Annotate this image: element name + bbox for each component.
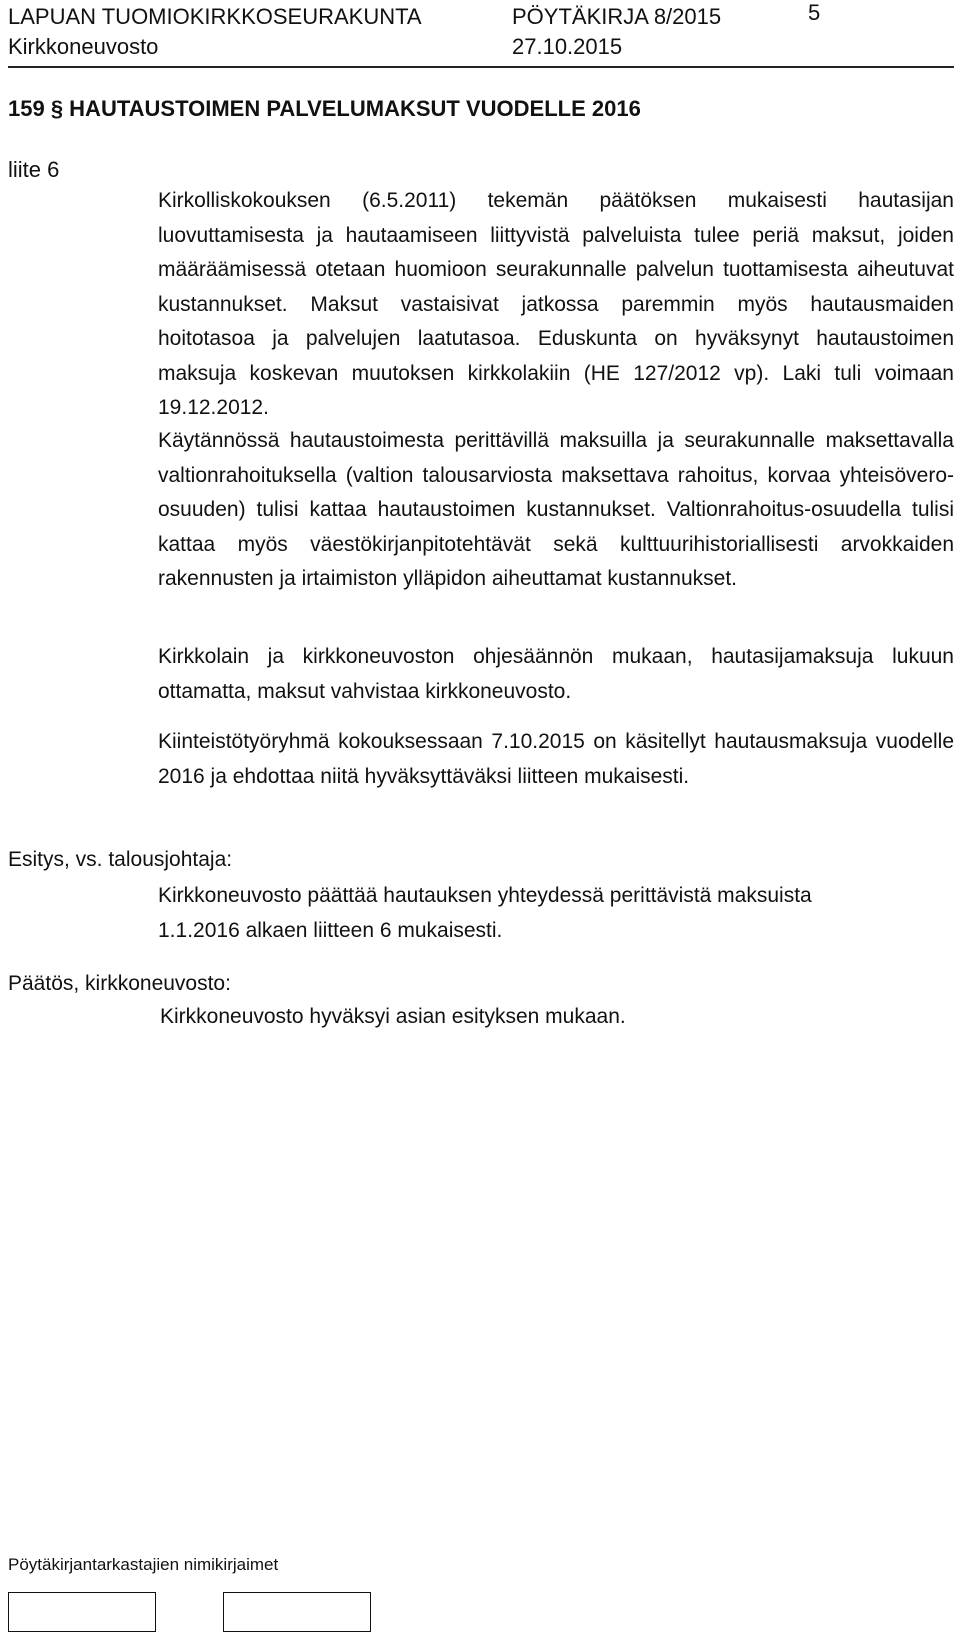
initials-box-1[interactable]: [8, 1592, 156, 1632]
proposal-label: Esitys, vs. talousjohtaja:: [8, 848, 233, 871]
section-title: 159 § HAUTAUSTOIMEN PALVELUMAKSUT VUODELLE 2016: [8, 96, 641, 121]
page-number: 5: [808, 0, 821, 25]
proposal-text: Kirkkoneuvosto päättää hautauksen yhteydessä perittävistä maksuista 1.1.2016 alkaen liitteen 6 mukaisesti.: [158, 884, 812, 942]
body-paragraph: Käytännössä hautaustoimesta perittävillä maksuilla ja seurakunnalle maksettavalla valtionrahoituksella (valtion talousarviosta maksettava rahoitus, korvaa yhteisövero-osuuden) tulisi kattaa hautaustoimen kustannukset. Valtionrahoitus-osuudella tulisi kattaa myös väestökirjanpitotehtävät sekä kulttuurihistoriallisesti arvokkaiden rakennusten ja irtaimiston ylläpidon aiheuttamat kustannukset.: [158, 429, 954, 590]
organization-name: LAPUAN TUOMIOKIRKKOSEURAKUNTA: [8, 4, 422, 29]
header-divider: [8, 66, 954, 68]
decision-text: Kirkkoneuvosto hyväksyi asian esityksen mukaan.: [160, 1005, 626, 1028]
decision-label: Päätös, kirkkoneuvosto:: [8, 972, 231, 995]
meeting-body: Kirkkoneuvosto: [8, 34, 159, 59]
initials-label: Pöytäkirjantarkastajien nimikirjaimet: [8, 1555, 279, 1574]
body-paragraph: Kirkkolain ja kirkkoneuvoston ohjesäännön mukaan, hautasijamaksuja lukuun ottamatta, maksut vahvistaa kirkkoneuvosto.: [158, 645, 954, 703]
meeting-date: 27.10.2015: [512, 34, 623, 59]
initials-box-2[interactable]: [223, 1592, 371, 1632]
body-paragraph: Kirkolliskokouksen (6.5.2011) tekemän päätöksen mukaisesti hautasijan luovuttamisesta ja hautaamiseen liittyvistä palveluista tulee periä maksut, joiden määräämisessä otetaan huomioon seurakunnalle palvelun tuottamisesta aiheutuvat kustannukset. Maksut vastaisivat jatkossa paremmin myös hautausmaiden hoitotasoa ja palvelujen laatutasoa. Eduskunta on hyväksynyt hautaustoimen maksuja koskevan muutoksen kirkkolakiin (HE 127/2012 vp). Laki tuli voimaan 19.12.2012.: [158, 189, 954, 419]
body-paragraph: Kiinteistötyöryhmä kokouksessaan 7.10.2015 on käsitellyt hautausmaksuja vuodelle 2016 ja ehdottaa niitä hyväksyttäväksi liitteen mukaisesti.: [158, 730, 954, 788]
document-number: PÖYTÄKIRJA 8/2015: [512, 4, 722, 29]
attachment-reference: liite 6: [8, 157, 60, 182]
